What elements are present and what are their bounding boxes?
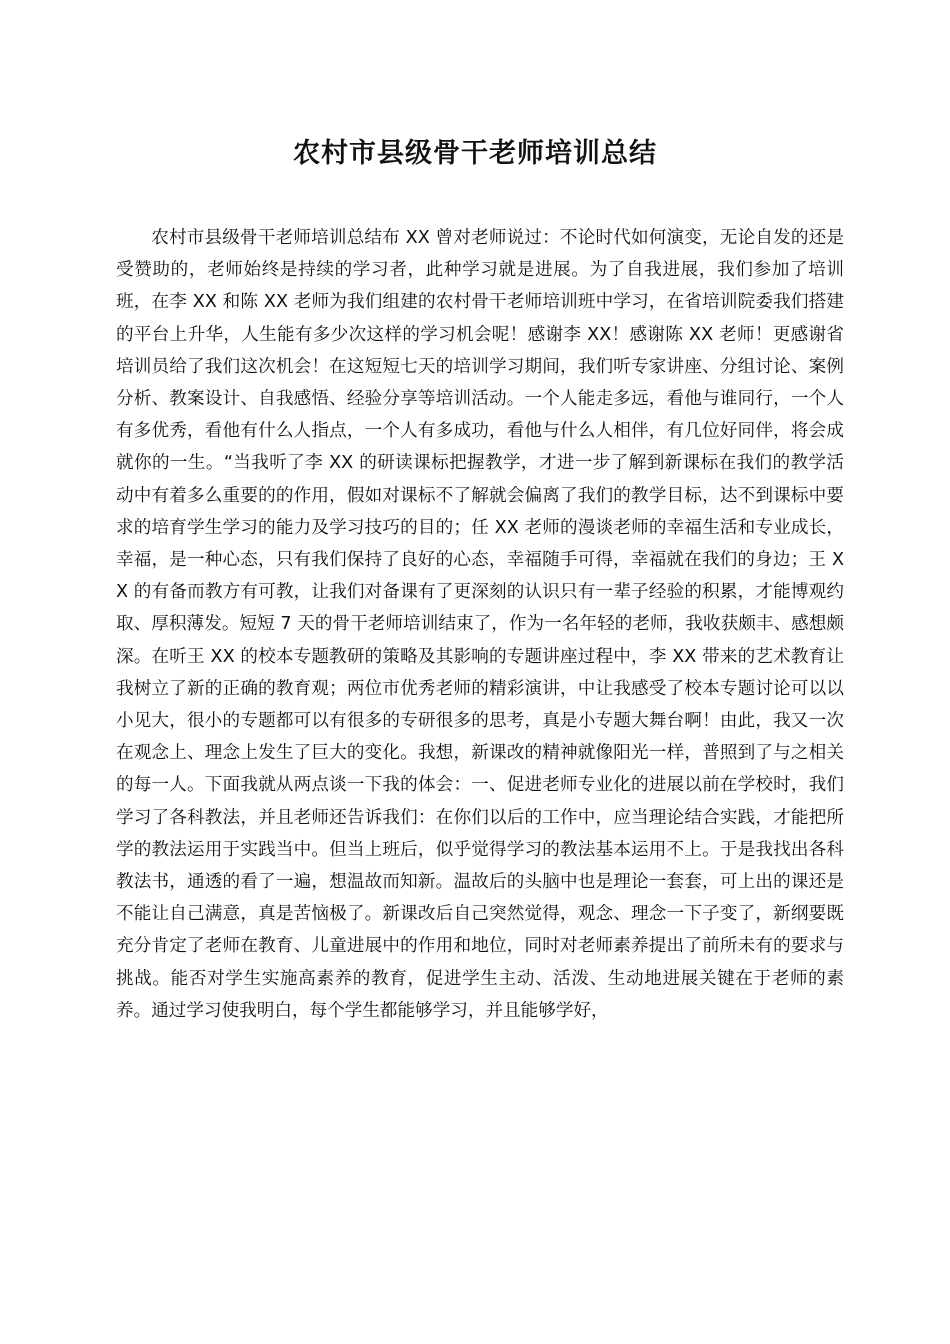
body-paragraph: 农村市县级骨干老师培训总结布 XX 曾对老师说过：不论时代如何演变，无论自发的还是受赞助的，老师始终是持续的学习者，此种学习就是进展。为了自我进展，我们参加了培训班，在李 XX 和陈 XX 老师为我们组建的农村骨干老师培训班中学习，在省培训院委我们搭建的平台上升华，人生能有多少次这样的学习机会呢！感谢李 XX！感谢陈 XX 老师！更感谢省培训员给了我们这次机会！在这短短七天的培训学习期间，我们听专家讲座、分组讨论、案例分析、教案设计、自我感悟、经验分享等培训活动。一个人能走多远，看他与谁同行，一个人有多优秀，看他有什么人指点，一个人有多成功，看他与什么人相伴，有几位好同伴，将会成就你的一生。“当我听了李 XX 的研读课标把握教学，才进一步了解到新课标在我们的教学活动中有着多么重要的的作用，假如对课标不了解就会偏离了我们的教学目标，达不到课标中要求的培育学生学习的能力及学习技巧的目的；任 XX 老师的漫谈老师的幸福生活和专业成长，幸福，是一种心态，只有我们保持了良好的心态，幸福随手可得，幸福就在我们的身边；王 XX 的有备而教方有可教，让我们对备课有了更深刻的认识只有一辈子经验的积累，才能博观约取、厚积薄发。短短 7 天的骨干老师培训结束了，作为一名年轻的老师，我收获颇丰、感想颇深。在听王 XX 的校本专题教研的策略及其影响的专题讲座过程中，李 XX 带来的艺术教育让我树立了新的正确的教育观；两位市优秀老师的精彩演讲，中让我感受了校本专题讨论可以以小见大，很小的专题都可以有很多的专研很多的思考，真是小专题大舞台啊！由此，我又一次在观念上、理念上发生了巨大的变化。我想，新课改的精神就像阳光一样，普照到了与之相关的每一人。下面我就从两点谈一下我的体会：一、促进老师专业化的进展以前在学校时，我们学习了各科教法，并且老师还告诉我们：在你们以后的工作中，应当理论结合实践，才能把所学的教法运用于实践当中。但当上班后，似乎觉得学习的教法基本运用不上。于是我找出各科教法书，通透的看了一遍，想温故而知新。温故后的头脑中也是理论一套套，可上出的课还是不能让自己满意，真是苦恼极了。新课改后自己突然觉得，观念、理念一下子变了，新纲要既充分肯定了老师在教育、儿童进展中的作用和地位，同时对老师素养提出了前所未有的要求与挑战。能否对学生实施高素养的教育，促进学生主动、活泼、生动地进展关键在于老师的素养。通过学习使我明白，每个学生都能够学习，并且能够学好， (116, 228, 844, 1021)
document-title: 农村市县级骨干老师培训总结 (293, 138, 657, 169)
